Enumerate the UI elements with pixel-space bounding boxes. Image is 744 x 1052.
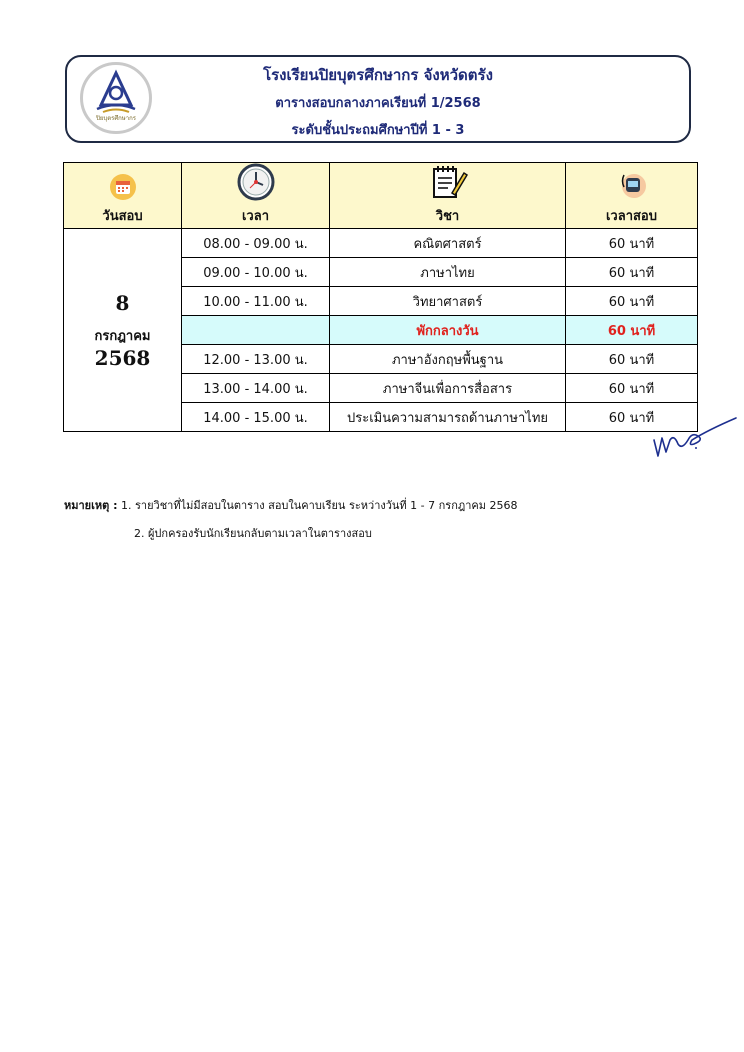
subject-cell: คณิตศาสตร์ (330, 229, 566, 258)
time-cell: 14.00 - 15.00 น. (182, 403, 330, 432)
duration-cell: 60 นาที (566, 229, 698, 258)
subject-cell: ประเมินความสามารถด้านภาษาไทย (330, 403, 566, 432)
time-cell: 10.00 - 11.00 น. (182, 287, 330, 316)
exam-month: กรกฎาคม (94, 328, 151, 344)
note-item: 2. ผู้ปกครองรับนักเรียนกลับตามเวลาในตารางสอบ (134, 527, 372, 540)
header-box (65, 55, 691, 143)
signature-icon (648, 410, 740, 462)
duration-cell: 60 นาที (566, 287, 698, 316)
header-duration (566, 163, 698, 229)
duration-cell: 60 นาที (566, 258, 698, 287)
subject-cell: พักกลางวัน (330, 316, 566, 345)
time-cell: 08.00 - 09.00 น. (182, 229, 330, 258)
logo-caption: ปิยบุตรศึกษากร (96, 115, 136, 122)
duration-cell: 60 นาที (566, 345, 698, 374)
duration-cell: 60 นาที (566, 403, 698, 432)
header-label: วิชา (435, 209, 460, 224)
duration-cell: 60 นาที (566, 374, 698, 403)
exam-day: 8 (115, 290, 130, 315)
header-label: เวลาสอบ (605, 209, 657, 224)
header-label: วันสอบ (102, 209, 143, 224)
subject-cell: ภาษาอังกฤษพื้นฐาน (330, 345, 566, 374)
exam-schedule-table (63, 162, 698, 432)
subject-cell: ภาษาไทย (330, 258, 566, 287)
subject-cell: ภาษาจีนเพื่อการสื่อสาร (330, 374, 566, 403)
clock-icon (237, 163, 275, 201)
subject-cell: วิทยาศาสตร์ (330, 287, 566, 316)
table-row (64, 229, 698, 258)
note-item: 1. รายวิชาที่ไม่มีสอบในตาราง สอบในคาบเรียน ระหว่างวันที่ 1 - 7 กรกฎาคม 2568 (121, 499, 518, 512)
time-cell: 09.00 - 10.00 น. (182, 258, 330, 287)
header-exam-date (64, 163, 182, 229)
school-name: โรงเรียนปิยบุตรศึกษากร จังหวัดตรัง (263, 66, 493, 84)
notes-section (64, 496, 518, 514)
time-cell: 12.00 - 13.00 น. (182, 345, 330, 374)
time-cell: 13.00 - 14.00 น. (182, 374, 330, 403)
exam-date-cell (64, 229, 182, 432)
exam-title: ตารางสอบกลางภาคเรียนที่ 1/2568 (275, 96, 481, 111)
timer-icon (617, 169, 647, 201)
notes-label: หมายเหตุ : (64, 499, 118, 512)
calendar-icon (109, 173, 137, 201)
header-time (182, 163, 330, 229)
exam-year: 2568 (94, 345, 151, 370)
duration-cell: 60 นาที (566, 316, 698, 345)
table-header-row (64, 163, 698, 229)
time-cell (182, 316, 330, 345)
grade-level: ระดับชั้นประถมศึกษาปีที่ 1 - 3 (291, 123, 465, 138)
notepad-pencil-icon (428, 163, 468, 201)
header-subject (330, 163, 566, 229)
header-label: เวลา (241, 209, 269, 224)
